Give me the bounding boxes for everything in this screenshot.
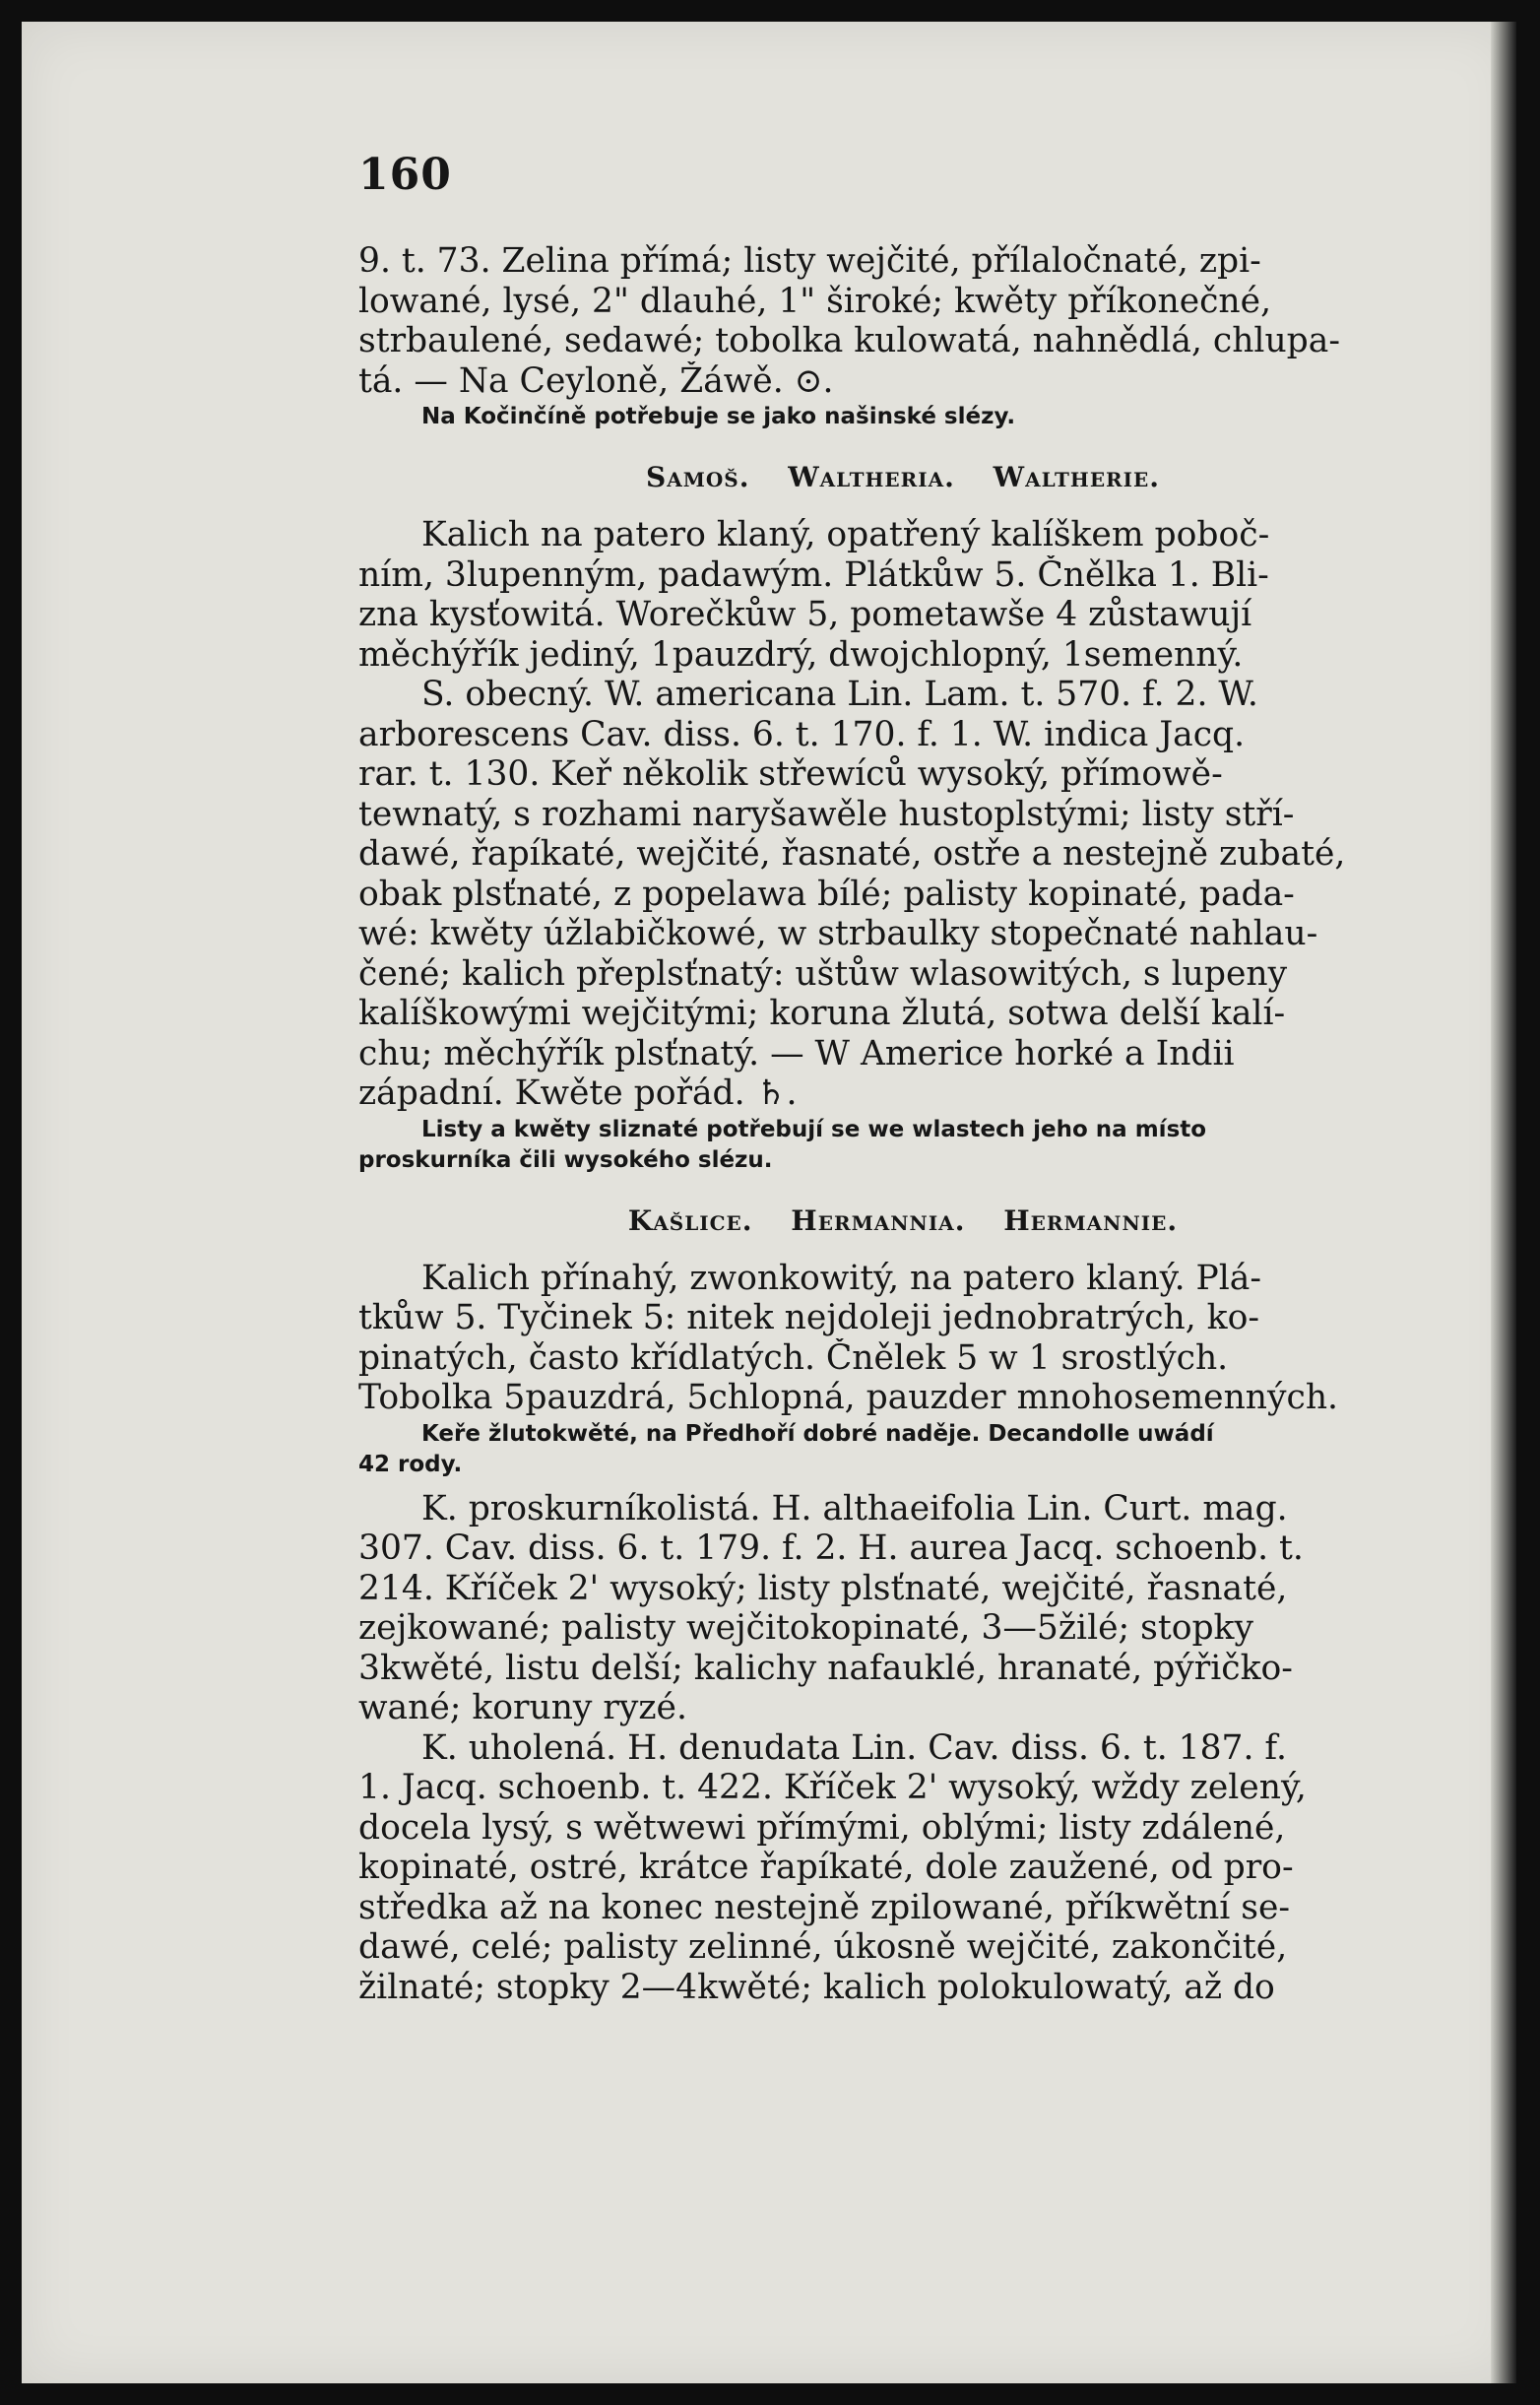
text-line: rar. t. 130. Keř několik střewíců wysoký, přímowě- bbox=[358, 754, 1223, 794]
book-page bbox=[22, 22, 1516, 2383]
usage-note: Na Kočinčíně potřebuje se jako našinské slézy. bbox=[421, 404, 1016, 429]
genus-name-latin: Hermannia. bbox=[791, 1203, 966, 1237]
text-line: 3kwěté, listu delší; kalichy nafauklé, hranaté, pýřičko- bbox=[358, 1648, 1293, 1688]
text-line: dawé, celé; palisty zelinné, úkosně wejčité, zakončité, bbox=[358, 1927, 1288, 1967]
text-line: ním, 3lupenným, padawým. Plátkůw 5. Čnělka 1. Bli- bbox=[358, 554, 1269, 595]
genus-description-hermannia bbox=[358, 1259, 1447, 1418]
page-text bbox=[358, 150, 1447, 2007]
genus-name-czech: Samoš. bbox=[645, 461, 750, 493]
species-entry-denudata bbox=[358, 1728, 1447, 2008]
text-line: žilnaté; stopky 2—4kwěté; kalich polokulowatý, až do bbox=[358, 1967, 1275, 2007]
genus-note: Keře žlutokwěté, na Předhoří dobré naděje. Decandolle uwádí bbox=[421, 1420, 1214, 1447]
text-line: západní. Kwěte pořád. ♄. bbox=[358, 1073, 798, 1113]
text-line: 214. Kříček 2' wysoký; listy plsťnaté, wejčité, řasnaté, bbox=[358, 1568, 1288, 1608]
page-edge-shadow bbox=[1491, 22, 1516, 2383]
genus-description-waltheria bbox=[358, 515, 1447, 1114]
text-line: docela lysý, s wětwewi přímými, oblými; listy zdálené, bbox=[358, 1807, 1286, 1848]
text-line: 307. Cav. diss. 6. t. 179. f. 2. H. aurea Jacq. schoenb. t. bbox=[358, 1528, 1304, 1568]
genus-heading-waltheria bbox=[358, 461, 1447, 493]
text-line: K. uholená. H. denudata Lin. Cav. diss. 6. t. 187. f. bbox=[421, 1727, 1287, 1768]
usage-note: proskurníka čili wysokého slézu. bbox=[358, 1146, 773, 1173]
text-line: měchýřík jediný, 1pauzdrý, dwojchlopný, 1semenný. bbox=[358, 634, 1244, 675]
text-line: K. proskurníkolistá. H. althaeifolia Lin. Curt. mag. bbox=[421, 1488, 1288, 1528]
text-line: tewnatý, s rozhami naryšawěle hustoplstými; listy stří- bbox=[358, 794, 1295, 834]
genus-heading-hermannia bbox=[358, 1204, 1447, 1237]
text-line: tá. — Na Ceyloně, Žáwě. ⊙. bbox=[358, 360, 834, 401]
text-line: lowané, lysé, 2" dlauhé, 1" široké; kwěty příkonečné, bbox=[358, 281, 1272, 321]
text-line: kopinaté, ostré, krátce řapíkaté, dole zaužené, od pro- bbox=[358, 1848, 1294, 1887]
text-line: S. obecný. W. americana Lin. Lam. t. 570. f. 2. W. bbox=[421, 675, 1258, 714]
usage-note: Listy a kwěty sliznaté potřebují se we wlastech jeho na místo bbox=[421, 1116, 1207, 1142]
text-line: obak plsťnaté, z popelawa bílé; palisty kopinaté, pada- bbox=[358, 874, 1295, 914]
text-line: wé: kwěty úžlabičkowé, w strbaulky stopečnaté nahlau- bbox=[358, 914, 1318, 953]
text-line: dawé, řapíkaté, wejčité, řasnaté, ostře a nestejně zubaté, bbox=[358, 834, 1346, 874]
page-number: 160 bbox=[358, 150, 452, 200]
text-line: wané; koruny ryzé. bbox=[358, 1688, 687, 1727]
text-line: středka až na konec nestejně zpilowané, příkwětní se- bbox=[358, 1887, 1291, 1927]
text-line: chu; měchýřík plsťnatý. — W Americe horké a Indii bbox=[358, 1033, 1235, 1073]
text-line: Kalich přínahý, zwonkowitý, na patero klaný. Plá- bbox=[421, 1258, 1261, 1298]
text-line: arborescens Cav. diss. 6. t. 170. f. 1. W. indica Jacq. bbox=[358, 714, 1246, 754]
species-entry-althaeifolia bbox=[358, 1489, 1447, 1728]
entry-continuation bbox=[358, 241, 1447, 401]
text-line: Kalich na patero klaný, opatřený kalíškem poboč- bbox=[421, 515, 1270, 554]
genus-name-czech: Kašlice. bbox=[627, 1203, 753, 1237]
genus-note: 42 rody. bbox=[358, 1451, 463, 1477]
text-line: strbaulené, sedawé; tobolka kulowatá, nahnědlá, chlupa- bbox=[358, 321, 1340, 360]
text-line: tkůw 5. Tyčinek 5: nitek nejdoleji jednobratrých, ko- bbox=[358, 1298, 1260, 1337]
text-line: 9. t. 73. Zelina přímá; listy wejčité, přílaločnaté, zpi- bbox=[358, 241, 1261, 281]
genus-name-french: Hermannie. bbox=[1003, 1203, 1179, 1237]
text-line: Tobolka 5pauzdrá, 5chlopná, pauzder mnohosemenných. bbox=[358, 1378, 1339, 1417]
text-line: zna kysťowitá. Worečkůw 5, pometawše 4 zůstawují bbox=[358, 595, 1252, 634]
text-line: čené; kalich přeplsťnatý: uštůw wlasowitých, s lupeny bbox=[358, 953, 1288, 994]
text-line: pinatých, často křídlatých. Čnělek 5 w 1 srostlých. bbox=[358, 1337, 1229, 1378]
genus-name-latin: Waltheria. bbox=[788, 461, 955, 493]
text-line: zejkowané; palisty wejčitokopinaté, 3—5žilé; stopky bbox=[358, 1608, 1253, 1648]
text-line: kalíškowými wejčitými; koruna žlutá, sotwa delší kalí- bbox=[358, 994, 1286, 1033]
text-line: 1. Jacq. schoenb. t. 422. Kříček 2' wysoký, wždy zelený, bbox=[358, 1768, 1307, 1807]
genus-name-french: Waltherie. bbox=[993, 461, 1161, 493]
